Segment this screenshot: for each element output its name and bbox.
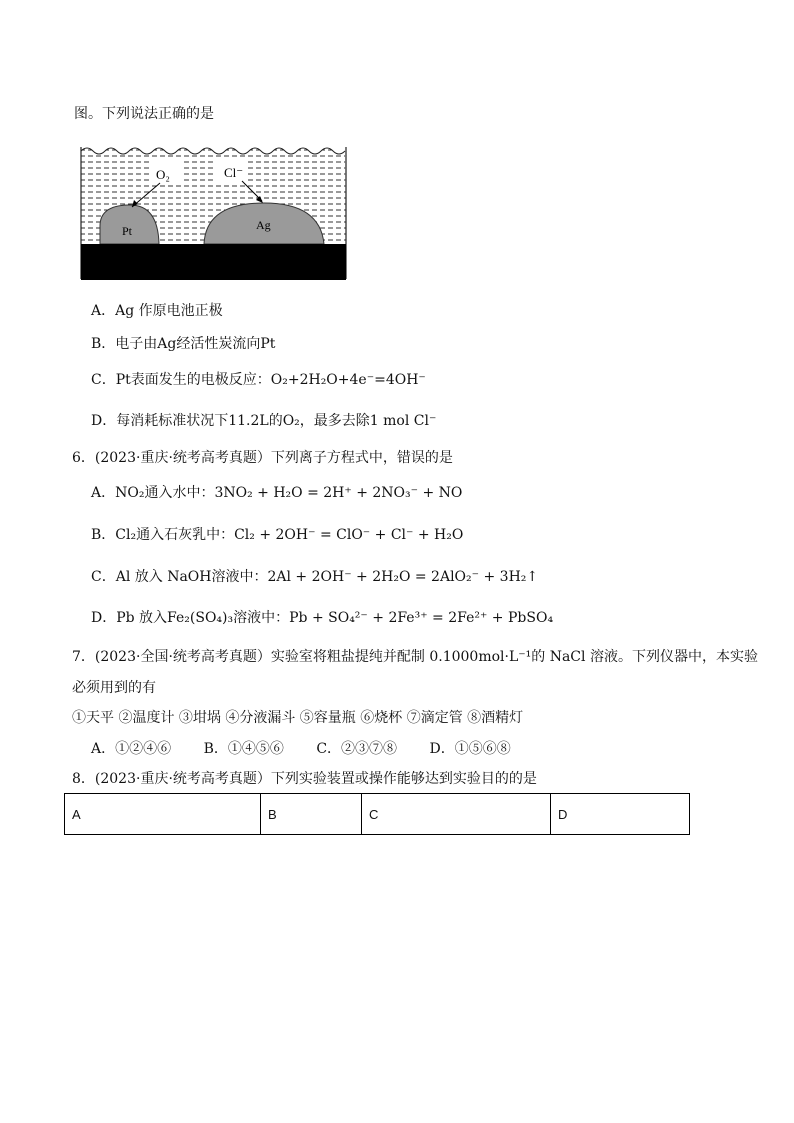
q7-stem-line1: 7．(2023·全国·统考高考真题）实验室将粗盐提纯并配制 0.1000mol·L⁻¹的 NaCl 溶液。下列仪器中，本实验: [72, 649, 758, 665]
q7-stem-line2: 必须用到的有: [72, 680, 156, 696]
table-cell-a: A: [65, 794, 261, 835]
q5-option-d: D．每消耗标准状况下11.2L的O₂，最多去除1 mol Cl⁻: [91, 413, 437, 429]
q5-option-a: A．Ag 作原电池正极: [91, 303, 223, 319]
ag-label: Ag: [256, 218, 271, 232]
q5-option-c: C．Pt表面发生的电极反应：O₂+2H₂O+4e⁻=4OH⁻: [91, 372, 426, 388]
table-cell-b: B: [261, 794, 362, 835]
o2-label: O₂: [156, 167, 170, 182]
table-row: [65, 794, 690, 835]
q7-option-c: C．②③⑦⑧: [316, 741, 398, 757]
carbon-base: [81, 244, 346, 280]
table-cell-c: C: [362, 794, 551, 835]
table-cell-d: D: [551, 794, 690, 835]
q5-option-b: B．电子由Ag经活性炭流向Pt: [91, 336, 276, 352]
q7-instrument-list: ①天平 ②温度计 ③坩埚 ④分液漏斗 ⑤容量瓶 ⑥烧杯 ⑦滴定管 ⑧酒精灯: [72, 710, 524, 726]
pt-label: Pt: [122, 224, 133, 238]
q6-option-b: B．Cl₂通入石灰乳中：Cl₂ + 2OH⁻ = ClO⁻ + Cl⁻ + H₂O: [91, 527, 464, 543]
q8-option-table: [64, 793, 690, 835]
q7-option-b: B．①④⑤⑥: [203, 741, 284, 757]
q6-option-d: D．Pb 放入Fe₂(SO₄)₃溶液中：Pb + SO₄²⁻ + 2Fe³⁺ = 2Fe²⁺ + PbSO₄: [91, 610, 554, 626]
electrochemistry-figure: [80, 141, 348, 281]
q6-option-a: A．NO₂通入水中：3NO₂ + H₂O = 2H⁺ + 2NO₃⁻ + NO: [91, 485, 463, 501]
q6-stem: 6．(2023·重庆·统考高考真题）下列离子方程式中，错误的是: [72, 450, 453, 466]
q7-option-a: A．①②④⑥: [91, 741, 172, 757]
q8-stem: 8．(2023·重庆·统考高考真题）下列实验装置或操作能够达到实验目的的是: [72, 771, 537, 787]
q7-options: [91, 738, 511, 758]
cl-label: Cl⁻: [224, 165, 244, 180]
lead-text: 图。下列说法正确的是: [74, 106, 214, 122]
q6-option-c: C．Al 放入 NaOH溶液中：2Al + 2OH⁻ + 2H₂O = 2AlO₂⁻ + 3H₂↑: [91, 569, 539, 585]
q7-option-d: D．①⑤⑥⑧: [429, 741, 511, 757]
